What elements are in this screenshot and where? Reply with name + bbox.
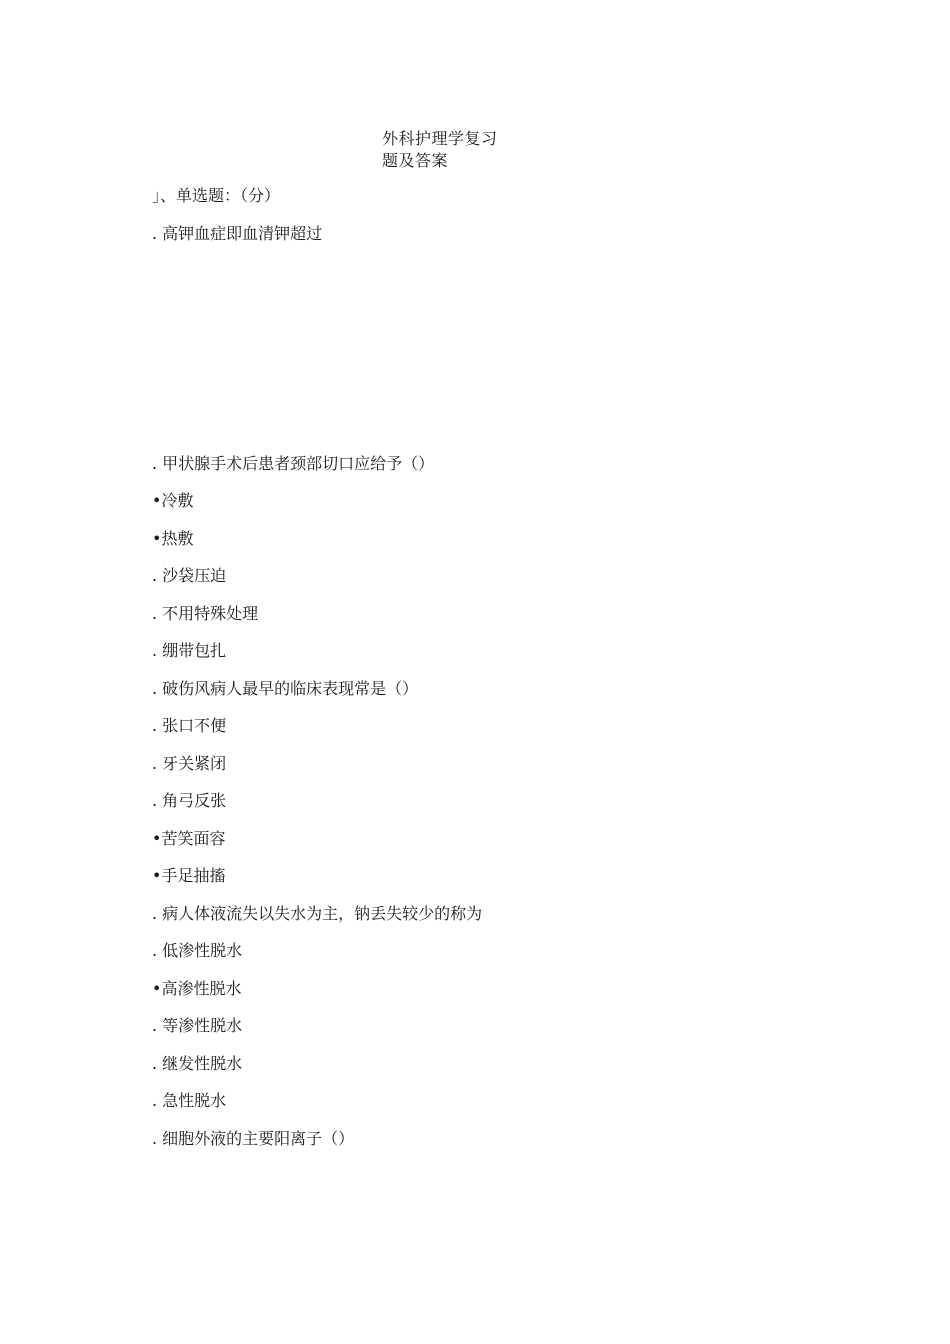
option-line: . 绷带包扎 [152,641,227,660]
question-1: . 高钾血症即血清钾超过 [152,224,323,243]
section-heading: 」、单选题：（分） [152,186,281,205]
option-line: . 等渗性脱水 [152,1016,243,1035]
option-line: . 角弓反张 [152,791,227,810]
question-3: . 破伤风病人最早的临床表现常是（） [152,679,419,698]
title-line-1: 外科护理学复习 [382,129,498,148]
option-line: •高渗性脱水 [152,979,242,998]
option-line: •热敷 [152,529,194,548]
option-line: . 沙袋压迫 [152,566,227,585]
question-2: . 甲状腺手术后患者颈部切口应给予（） [152,454,435,473]
option-line: . 低渗性脱水 [152,941,243,960]
option-line: . 不用特殊处理 [152,604,259,623]
option-line: •苦笑面容 [152,829,226,848]
option-line: . 牙关紧闭 [152,754,227,773]
option-line: . 继发性脱水 [152,1054,243,1073]
title-line-2: 题及答案 [382,151,449,170]
option-line: . 急性脱水 [152,1091,227,1110]
option-line: •手足抽搐 [152,866,226,885]
question-5: . 细胞外液的主要阳离子（） [152,1129,355,1148]
document-title [382,128,498,172]
question-4: . 病人体液流失以失水为主，钠丢失较少的称为 [152,904,483,923]
option-line: •冷敷 [152,491,194,510]
option-line: . 张口不便 [152,716,227,735]
